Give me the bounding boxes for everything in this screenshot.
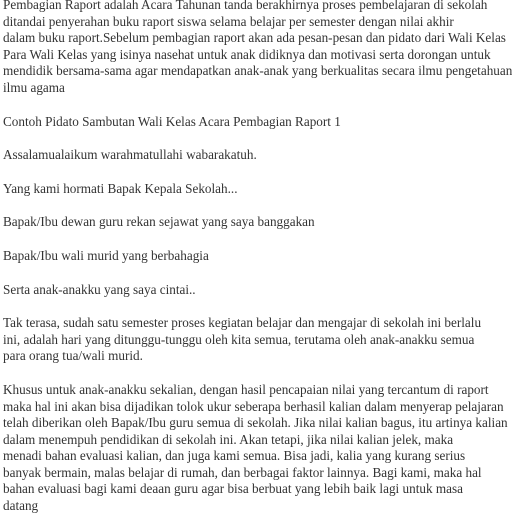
intro-line: ilmu agama bbox=[3, 79, 65, 95]
paragraph-line: telah diberikan oleh Bapak/Ibu guru semua di sekolah. Jika nilai kalian bagus, itu artinya kalian bbox=[3, 415, 508, 431]
address-principal: Yang kami hormati Bapak Kepala Sekolah... bbox=[3, 180, 238, 196]
paragraph-line: banyak bermain, malas belajar di rumah, dan berbagai faktor lainnya. Bagi kami, maka hal bbox=[3, 464, 482, 480]
address-parents: Bapak/Ibu wali murid yang berbahagia bbox=[3, 247, 209, 263]
paragraph-line: para orang tua/wali murid. bbox=[3, 348, 143, 364]
intro-line: Para Wali Kelas yang isinya nasehat untuk anak didiknya dan motivasi serta dorongan untuk bbox=[3, 46, 491, 62]
paragraph-line: datang bbox=[3, 498, 39, 514]
speech-title: Contoh Pidato Sambutan Wali Kelas Acara Pembagian Raport 1 bbox=[3, 113, 341, 129]
paragraph-line: Tak terasa, sudah satu semester proses kegiatan belajar dan mengajar di sekolah ini berlalu bbox=[3, 315, 482, 331]
paragraph-students bbox=[0, 381, 508, 515]
intro-line: mendidik bersama-sama agar mendapatkan anak-anak yang berkualitas secara ilmu pengetahuan bbox=[3, 63, 512, 79]
intro-line: Pembagian Raport adalah Acara Tahunan tanda berakhirnya proses pembelajaran di sekolah bbox=[3, 0, 488, 12]
paragraph-line: Khusus untuk anak-anakku sekalian, dengan hasil pencapaian nilai yang tercantum di raport bbox=[3, 381, 489, 397]
address-teachers: Bapak/Ibu dewan guru rekan sejawat yang saya banggakan bbox=[3, 214, 315, 230]
paragraph-line: ini, adalah hari yang ditunggu-tunggu oleh kita semua, terutama oleh anak-anakku semua bbox=[3, 331, 475, 347]
intro-paragraph bbox=[0, 0, 512, 97]
paragraph-semester bbox=[0, 315, 482, 365]
intro-line: dalam buku raport.Sebelum pembagian raport akan ada pesan-pesan dan pidato dari Wali Kelas bbox=[3, 30, 506, 46]
paragraph-line: bahan evaluasi bagi kami deaan guru agar bisa berbuat yang lebih baik lagi untuk masa bbox=[3, 481, 463, 497]
paragraph-line: dalam menempuh pendidikan di sekolah ini. Akan tetapi, jika nilai kalian jelek, maka bbox=[3, 431, 454, 447]
paragraph-line: menadi bahan evaluasi kalian, dan juga kami semua. Bisa jadi, kalia yang kurang serius bbox=[3, 448, 466, 464]
paragraph-line: maka hal ini akan bisa dijadikan tolok ukur seberapa berhasil kalian dalam menyerap pelajaran bbox=[3, 398, 504, 414]
greeting: Assalamualaikum warahmatullahi wabarakatuh. bbox=[3, 147, 257, 163]
intro-line: ditandai penyerahan buku raport siswa selama belajar per semester dengan nilai akhir bbox=[3, 13, 454, 29]
address-students: Serta anak-anakku yang saya cintai.. bbox=[3, 281, 196, 297]
